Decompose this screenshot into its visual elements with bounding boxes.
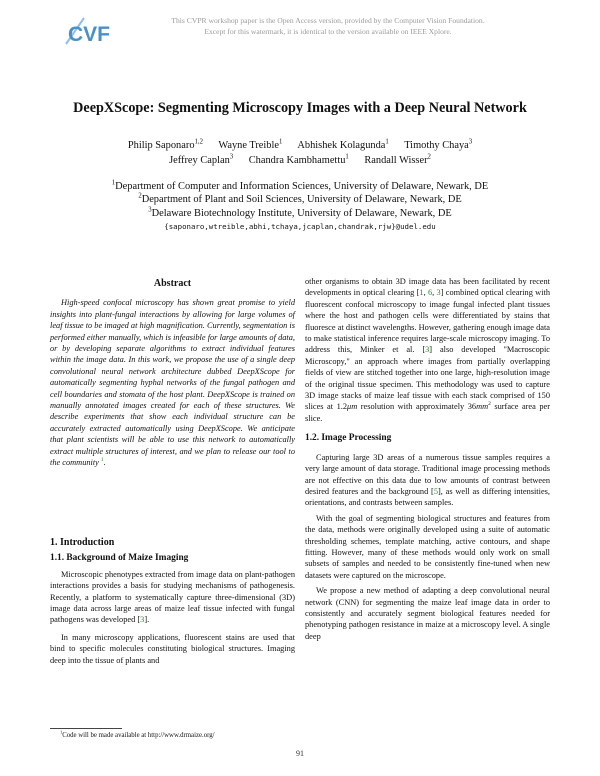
citation-link[interactable]: 6	[427, 288, 433, 298]
author-name: Wayne Treible	[218, 140, 279, 151]
citation-link[interactable]: 3	[425, 345, 430, 355]
right-column	[305, 276, 550, 642]
author-line-1: Philip Saponaro$^{1,2}$ Wayne Treible$^1$ Abhishek Kolagunda$^1$ Timothy Chaya$^3$	[127, 138, 473, 151]
paragraph: other organisms to obtain 3D image data has been facilitated by recent developments in optical clearing [1, 6, 3] combined optical clearing with fluorescent confocal microscopy to image fungal infected plant tissues where the host and pathogen cells were differentiated by stains that fluoresce at distinct wavelengths. However, gathering enough image data to make statistical inference requires large-scale microscopy imaging. To address this, Minker et al. [3] also developed "Macroscopic Microscopy," an approach where images from partially overlapping fields of view are stitched together into one large, high-resolution image of the original tissue specimen. This methodology was used to capture 3D image stacks of maize leaf tissue with each stack comprised of 150 slices at 1.2μm resolution with approximately $36mm^2$ surface area per slice.	[305, 277, 551, 423]
author-name: Jeffrey Caplan	[169, 155, 230, 166]
paragraph: With the goal of segmenting biological structures and features from the data, methods were originally developed using a suite of automatic thresholding schemes, template matching, active contours, and shape fitting. However, many of these methods would only work on small subsets of samples and needed to be consistently fine-tuned when new datasets were captured on the microscope.	[305, 513, 550, 580]
subsection-heading: 1.1. Background of Maize Imaging	[50, 553, 189, 564]
cvf-logo-icon	[62, 14, 110, 46]
paragraph: In many microscopy applications, fluorescent stains are used that bind to specific molecules constituting biological structures. Imaging deep into the tissue of plants and	[50, 632, 295, 665]
cvf-logo	[62, 14, 110, 46]
affiliation: $^2$Department of Plant and Soil Sciences, University of Delaware, Newark, DE	[138, 192, 462, 206]
footnote-marker[interactable]: 1	[100, 457, 104, 464]
paragraph: Capturing large 3D areas of a numerous tissue samples requires a very large amount of data storage. Traditional image processing methods are not effective on this data due to low amounts of contrast between desired features and the background [5], as well as differing intensities, orientations, and contrasts between samples.	[305, 452, 550, 508]
citation-link[interactable]: 3	[436, 288, 441, 298]
paragraph: Microscopic phenotypes extracted from image data on plant-pathogen interactions provides a basis for studying mechanisms of pathogenesis. Recently, a platform to systematically capture three-dimensional (3D) image data across large areas of maize leaf tissue infected with fungal pathogens was developed [3].	[50, 569, 295, 625]
open-access-banner	[113, 15, 543, 37]
footnote: $^1$Code will be made available at http://www.drmaize.org/	[50, 728, 295, 740]
banner-line-2: Except for this watermark, it is identical to the version available on IEEE Xplore.	[204, 27, 452, 36]
author-name: Abhishek Kolagunda	[297, 140, 386, 151]
citation-link[interactable]: 5	[433, 486, 438, 496]
author-name: Randall Wisser	[364, 155, 428, 166]
abstract-heading: Abstract	[153, 278, 192, 289]
author-name: Timothy Chaya	[404, 140, 469, 151]
banner-line-1: This CVPR workshop paper is the Open Access version, provided by the Computer Vision Foundation.	[171, 16, 485, 25]
author-list	[0, 138, 600, 168]
introduction-heading: 1. Introduction	[50, 537, 115, 548]
citation-link[interactable]: 1	[419, 288, 424, 298]
affiliation: $^3$Delaware Biotechnology Institute, University of Delaware, Newark, DE	[148, 206, 452, 219]
author-name: Chandra Kambhamettu	[248, 155, 346, 166]
paragraph: We propose a new method of adapting a deep convolutional neural network (CNN) for segmenting the maize leaf image data in order to consistently and accurately segment biological features needed for phenotyping pathogen resistance in maize at a microscopy level. A single deep	[305, 586, 550, 641]
citation-link[interactable]: 3	[140, 615, 145, 625]
author-emails: {saponaro,wtreible,abhi,tchaya,jcaplan,chandrak,rjw}@udel.edu	[164, 222, 436, 231]
page-number: 91	[296, 749, 304, 758]
paper-title: DeepXScope: Segmenting Microscopy Images with a Deep Neural Network	[73, 100, 527, 116]
cvf-logo-text: CVF	[68, 23, 110, 46]
abstract-body: High-speed confocal microscopy has shown great promise to yield insights into plant-fungal interactions by allowing for large volumes of leaf tissue to be imaged at high magnification. Currently, segmentation is performed either manually, which is infeasible for large amounts of data, or by developing separate algorithms to extract individual features within the image data. In this work, we propose the use of a single deep convolutional neural network architecture dubbed DeepXScope for automatically segmenting hyphal networks of the fungal pathogen and cell boundaries and stomata of the host plant. DeepXScope is trained on manually annotated images created for each of these structures. We describe experiments that show each individual structure can be accurately extracted automatically using DeepXScope. We anticipate that plant scientists will be able to use this network to automatically extract multiple structures of interest, and we plan to release our tool to the community $^1$.	[50, 298, 295, 468]
author-line-2: Jeffrey Caplan$^3$ Chandra Kambhamettu$^1$ Randall Wisser$^2$	[169, 153, 431, 166]
subsection-heading: 1.2. Image Processing	[305, 433, 392, 444]
author-name: Philip Saponaro	[127, 140, 195, 151]
introduction-section	[50, 537, 295, 666]
affiliation: $^1$Department of Computer and Information Sciences, University of Delaware, Newark, DE	[111, 179, 489, 192]
left-column	[50, 278, 295, 469]
affiliations	[0, 180, 600, 220]
footnote-text: Code will be made available at http://www.drmaize.org/	[62, 732, 215, 739]
